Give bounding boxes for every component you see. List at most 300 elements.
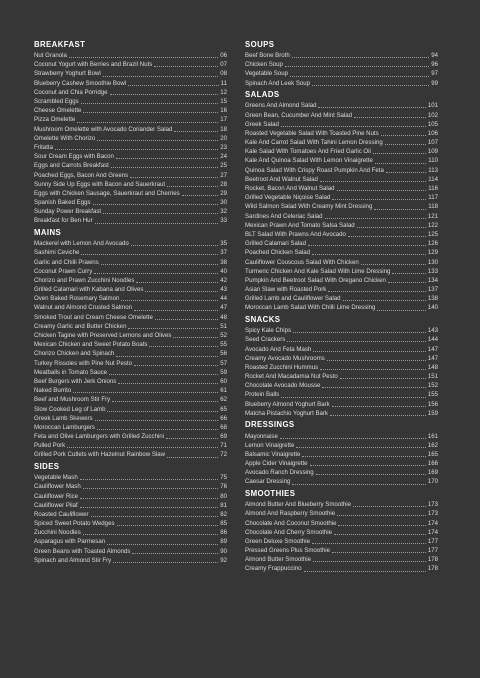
dot-leader [93, 204, 219, 205]
page-number: 143 [427, 327, 438, 335]
recipe-entry [245, 165, 438, 174]
recipe-entry [245, 518, 438, 527]
recipe-entry [34, 473, 227, 482]
page-number: 173 [427, 501, 438, 509]
recipe-name: Garlic and Chilli Prawns [34, 258, 99, 266]
recipe-entry [34, 179, 227, 188]
page-number: 06 [220, 52, 227, 60]
dot-leader [361, 264, 426, 265]
recipe-name: Almond Butter And Blueberry Smoothie [245, 501, 352, 509]
page-number: 105 [427, 120, 438, 128]
recipe-entry [245, 138, 438, 147]
recipe-name: Naked Burrito [34, 387, 72, 395]
recipe-name: Creamy Frappuccino [245, 565, 302, 573]
recipe-name: Grilled Calamari with Kabana and Olives [34, 286, 144, 294]
dot-leader [334, 534, 426, 535]
recipe-entry [245, 459, 438, 468]
recipe-list [245, 51, 438, 88]
recipe-name: Moroccan Lamb Salad With Chilli Lime Dressing [245, 304, 376, 312]
dot-leader [167, 457, 218, 458]
page-number: 15 [220, 98, 227, 106]
section-title: SOUPS [245, 40, 275, 49]
dot-leader [97, 429, 218, 430]
recipe-entry [34, 340, 227, 349]
recipe-entry [34, 450, 227, 459]
page-number: 155 [427, 391, 438, 399]
recipe-name: Almond And Raspberry Smoothie [245, 510, 336, 518]
recipe-entry [245, 500, 438, 509]
recipe-name: Green Bean, Cucumber And Mint Salad [245, 111, 353, 119]
dot-leader [327, 360, 426, 361]
dot-leader [121, 300, 218, 301]
recipe-name: Beetroot And Walnut Salad [245, 175, 318, 183]
recipe-name: Rocket And Macadamia Nut Pesto [245, 373, 338, 381]
recipe-name: Asparagus with Parmesan [34, 538, 106, 546]
section-title: DRESSINGS [245, 420, 295, 430]
dot-leader [328, 291, 426, 292]
recipe-name: Spinach And Leek Soup [245, 79, 311, 87]
recipe-entry [34, 275, 227, 284]
recipe-entry [245, 220, 438, 229]
recipe-entry [245, 275, 438, 284]
dot-leader [302, 456, 425, 457]
page-number: 118 [428, 203, 438, 211]
recipe-entry [245, 546, 438, 555]
page-number: 148 [427, 363, 438, 371]
recipe-name: Avocado Ranch Dressing [245, 469, 314, 477]
recipe-list [245, 326, 438, 418]
page-number: 134 [427, 276, 438, 284]
dot-leader [118, 383, 218, 384]
recipe-name: Kale And Carrot Salad With Tahini Lemon Dressing [245, 139, 383, 147]
recipe-name: Beef Bone Broth [245, 52, 290, 60]
recipe-entry [34, 386, 227, 395]
page-number: 113 [428, 166, 438, 174]
recipe-entry [34, 266, 227, 275]
dot-leader [81, 254, 218, 255]
recipe-entry [245, 266, 438, 275]
recipe-entry [34, 152, 227, 161]
recipe-name: Greens And Almond Salad [245, 102, 317, 110]
dot-leader [354, 117, 426, 118]
recipe-name: Sour Cream Eggs with Bacon [34, 153, 114, 161]
recipe-entry [34, 422, 227, 431]
dot-leader [386, 172, 426, 173]
page-number: 106 [427, 129, 438, 137]
recipe-name: Chocolate Avocado Mousse [245, 382, 321, 390]
recipe-name: Grilled Vegetable Niçoise Salad [245, 194, 331, 202]
recipe-name: Protein Balls [245, 391, 280, 399]
recipe-entry [245, 468, 438, 477]
recipe-entry [245, 399, 438, 408]
recipe-name: BLT Salad With Prawns And Avocado [245, 230, 346, 238]
recipe-entry [34, 170, 227, 179]
recipe-entry [245, 147, 438, 156]
right-column [245, 40, 438, 576]
dot-leader [287, 341, 426, 342]
recipe-name: Pumpkin And Beetroot Salad With Oregano Chicken [245, 276, 386, 284]
recipe-name: Roasted Cauliflower [34, 510, 89, 518]
page-number: 81 [220, 501, 227, 509]
recipe-entry [245, 408, 438, 417]
recipe-entry [245, 449, 438, 458]
dot-leader [304, 571, 426, 572]
recipe-entry [245, 477, 438, 486]
recipe-name: Kale Salad With Tomatoes And Fried Garlic Oil [245, 148, 371, 156]
dot-leader [316, 474, 426, 475]
section-title: SIDES [34, 462, 60, 472]
recipe-name: Poached Eggs, Bacon And Greens [34, 171, 129, 179]
recipe-name: Blueberry Cashew Smoothie Bowl [34, 79, 127, 87]
recipe-name: Mackerel with Lemon And Avocado [34, 240, 129, 248]
page-number: 69 [220, 433, 227, 441]
page-number: 94 [431, 52, 438, 60]
recipe-name: Avocado And Feta Mash [245, 345, 312, 353]
page-number: 159 [427, 409, 438, 417]
dot-leader [67, 447, 218, 448]
dot-leader [381, 135, 426, 136]
dot-leader [134, 365, 218, 366]
dot-leader [292, 57, 430, 58]
section-title: BREAKFAST [34, 40, 86, 49]
page-number: 43 [220, 286, 227, 294]
page-number: 38 [220, 258, 227, 266]
recipe-name: Grilled Calamari Salad [245, 240, 306, 248]
dot-leader [375, 163, 426, 164]
page-number: 102 [427, 111, 438, 119]
page-number: 59 [220, 368, 227, 376]
recipe-name: Seed Crackers [245, 336, 286, 344]
page-number: 125 [427, 230, 438, 238]
page-number: 129 [427, 249, 438, 257]
page-number: 147 [427, 354, 438, 362]
dot-leader [103, 213, 218, 214]
page-number: 51 [220, 322, 227, 330]
recipe-entry [34, 142, 227, 151]
page-number: 29 [220, 189, 227, 197]
recipe-name: Lemon Vinaigrette [245, 441, 295, 449]
dot-leader [91, 516, 219, 517]
recipe-entry [34, 87, 227, 96]
recipe-entry [245, 285, 438, 294]
dot-leader [337, 190, 427, 191]
recipe-entry [34, 133, 227, 142]
recipe-entry [34, 96, 227, 105]
page-number: 12 [220, 88, 227, 96]
recipe-entry [34, 161, 227, 170]
recipe-name: Balsamic Vinaigrette [245, 450, 301, 458]
dot-leader [80, 498, 218, 499]
recipe-name: Spinach and Almond Stir Fry [34, 556, 112, 564]
section-smoothies [245, 489, 438, 573]
recipe-name: Almond Butter Smoothie [245, 556, 312, 564]
recipe-entry [245, 431, 438, 440]
dot-leader [134, 310, 218, 311]
recipe-entry [34, 441, 227, 450]
dot-leader [167, 186, 218, 187]
recipe-name: Chicken Soup [245, 61, 283, 69]
recipe-name: Turkey Rissoles with Pine Nut Pesto [34, 359, 132, 367]
dot-leader [330, 415, 426, 416]
dot-leader [155, 319, 218, 320]
recipe-entry [34, 115, 227, 124]
dot-leader [348, 236, 426, 237]
page-number: 147 [427, 345, 438, 353]
dot-leader [174, 131, 218, 132]
dot-leader [392, 273, 425, 274]
recipe-name: Strawberry Yoghurt Bowl [34, 70, 101, 78]
page-number: 109 [427, 148, 438, 156]
section-dressings [245, 420, 438, 486]
dot-leader [112, 401, 218, 402]
recipe-name: Chorizo Chicken and Spinach [34, 350, 115, 358]
recipe-entry [245, 440, 438, 449]
dot-leader [338, 525, 425, 526]
recipe-entry [34, 432, 227, 441]
recipe-list [245, 500, 438, 574]
recipe-name: Spiced Sweet Potato Wedges [34, 520, 115, 528]
page-number: 18 [220, 125, 227, 133]
page-number: 16 [220, 107, 227, 115]
dot-leader [357, 227, 426, 228]
recipe-name: Mexican Chicken and Sweet Potato Boats [34, 341, 148, 349]
recipe-entry [245, 509, 438, 518]
page-number: 28 [220, 180, 227, 188]
page-number: 173 [427, 510, 438, 518]
recipe-entry [245, 202, 438, 211]
dot-leader [332, 199, 426, 200]
recipe-entry [245, 344, 438, 353]
page-number: 137 [427, 286, 438, 294]
page-number: 80 [220, 492, 227, 500]
recipe-name: Sunday Power Breakfast [34, 208, 102, 216]
recipe-entry [34, 404, 227, 413]
recipe-entry [245, 51, 438, 60]
page-number: 40 [220, 267, 227, 275]
page-number: 72 [220, 451, 227, 459]
recipe-entry [245, 303, 438, 312]
page-number: 86 [220, 529, 227, 537]
dot-leader [83, 112, 218, 113]
recipe-entry [34, 491, 227, 500]
page-number: 44 [220, 295, 227, 303]
recipe-entry [245, 174, 438, 183]
recipe-entry [34, 546, 227, 555]
recipe-entry [34, 528, 227, 537]
page-number: 101 [427, 102, 438, 110]
dot-leader [388, 282, 426, 283]
page-number: 138 [427, 295, 438, 303]
dot-leader [116, 356, 218, 357]
left-column [34, 40, 227, 567]
page-number: 61 [220, 387, 227, 395]
recipe-name: Grilled Pork Cutlets with Hazelnut Rainbow Slaw [34, 451, 166, 459]
recipe-name: Roasted Vegetable Salad With Toasted Pine Nuts [245, 129, 379, 137]
recipe-entry [34, 198, 227, 207]
dot-leader [80, 507, 219, 508]
dot-leader [312, 543, 426, 544]
recipe-name: Omelette With Chorizo [34, 134, 96, 142]
dot-leader [343, 300, 426, 301]
recipe-name: Moroccan Lamburgers [34, 423, 95, 431]
recipe-entry [34, 509, 227, 518]
page-number: 178 [427, 565, 438, 573]
recipe-name: Fritatta [34, 143, 53, 151]
page-number: 165 [427, 450, 438, 458]
page-number: 82 [220, 510, 227, 518]
page-number: 99 [431, 79, 438, 87]
section-sides [34, 462, 227, 564]
page-number: 48 [220, 313, 227, 321]
recipe-name: Chocolate And Coconut Smoothie [245, 519, 337, 527]
recipe-entry [34, 358, 227, 367]
page-number: 23 [220, 143, 227, 151]
page-number: 161 [427, 432, 438, 440]
page-number: 110 [428, 157, 438, 165]
recipe-entry [34, 69, 227, 78]
recipe-entry [34, 239, 227, 248]
page-number: 60 [220, 377, 227, 385]
recipe-entry [245, 183, 438, 192]
page-number: 33 [220, 217, 227, 225]
dot-leader [312, 254, 426, 255]
recipe-name: Sunny Side Up Eggs with Bacon and Sauerkraut [34, 180, 166, 188]
page-number: 47 [220, 304, 227, 312]
dot-leader [55, 149, 218, 150]
dot-leader [149, 346, 218, 347]
dot-leader [373, 153, 426, 154]
dot-leader [107, 544, 218, 545]
recipe-name: Cauliflower Couscous Salad With Chicken [245, 258, 359, 266]
page-number: 85 [220, 520, 227, 528]
dot-leader [107, 411, 218, 412]
recipe-entry [34, 349, 227, 358]
recipe-entry [34, 294, 227, 303]
page-number: 92 [220, 556, 227, 564]
dot-leader [136, 282, 218, 283]
recipe-name: Creamy Garlic and Butter Chicken [34, 322, 127, 330]
recipe-entry [34, 78, 227, 87]
page-number: 20 [220, 134, 227, 142]
dot-leader [285, 66, 429, 67]
recipe-entry [34, 312, 227, 321]
recipe-name: Green Beans with Toasted Almonds [34, 547, 131, 555]
recipe-entry [245, 211, 438, 220]
recipe-entry [34, 124, 227, 133]
page-number: 151 [427, 373, 438, 381]
page-number: 121 [427, 212, 438, 220]
dot-leader [308, 245, 426, 246]
section-breakfast [34, 40, 227, 225]
recipe-name: Mayonnaise [245, 432, 278, 440]
recipe-name: Poached Chicken Salad [245, 249, 311, 257]
page-number: 68 [220, 423, 227, 431]
page-number: 177 [427, 537, 438, 545]
recipe-entry [34, 500, 227, 509]
dot-leader [320, 181, 426, 182]
recipe-name: Cheese Omelette [34, 107, 82, 115]
recipe-entry [34, 376, 227, 385]
page-number: 76 [220, 483, 227, 491]
recipe-entry [245, 128, 438, 137]
page-number: 75 [220, 474, 227, 482]
page-number: 126 [427, 240, 438, 248]
recipe-name: Kale And Quinoa Salad With Lemon Vinaigrette [245, 157, 373, 165]
dot-leader [377, 310, 425, 311]
recipe-entry [245, 248, 438, 257]
page-number: 07 [220, 61, 227, 69]
recipe-name: Apple Cider Vinaigrette [245, 460, 308, 468]
dot-leader [113, 562, 218, 563]
page-number: 65 [220, 405, 227, 413]
dot-leader [322, 387, 425, 388]
recipe-entry [34, 413, 227, 422]
page-number: 122 [427, 221, 438, 229]
dot-leader [83, 534, 218, 535]
recipe-name: Oven Baked Rosemary Salmon [34, 295, 120, 303]
recipe-entry [245, 362, 438, 371]
recipe-entry [245, 381, 438, 390]
dot-leader [81, 103, 219, 104]
recipe-entry [34, 257, 227, 266]
page-number: 11 [220, 79, 227, 87]
recipe-name: Caesar Dressing [245, 478, 291, 486]
page-number: 162 [427, 441, 438, 449]
recipe-name: Breakfast for Ben Hur [34, 217, 93, 225]
page-number: 90 [220, 547, 227, 555]
dot-leader [69, 57, 218, 58]
page-number: 42 [220, 276, 227, 284]
page-number: 174 [427, 519, 438, 527]
recipe-name: Zucchini Noodles [34, 529, 81, 537]
recipe-name: Walnut and Almond Crusted Salmon [34, 304, 133, 312]
recipe-entry [245, 60, 438, 69]
recipe-entry [245, 69, 438, 78]
page-number: 169 [427, 469, 438, 477]
dot-leader [340, 378, 426, 379]
recipe-name: Coconut Prawn Curry [34, 267, 93, 275]
recipe-name: Creamy Avocado Mushrooms [245, 354, 325, 362]
recipe-list [34, 51, 227, 226]
page-number: 35 [220, 240, 227, 248]
recipe-name: Cauliflower Mash [34, 483, 81, 491]
dot-leader [116, 158, 218, 159]
page-number: 62 [220, 396, 227, 404]
page-number: 55 [220, 341, 227, 349]
dot-leader [145, 291, 218, 292]
recipe-entry [245, 239, 438, 248]
recipe-entry [34, 519, 227, 528]
dot-leader [325, 218, 426, 219]
dot-leader [318, 107, 425, 108]
page-number: 177 [427, 547, 438, 555]
page-number: 17 [220, 116, 227, 124]
page-number: 37 [220, 249, 227, 257]
recipe-entry [245, 555, 438, 564]
page-number: 117 [428, 194, 438, 202]
dot-leader [73, 392, 218, 393]
page-number: 166 [427, 460, 438, 468]
recipe-entry [245, 156, 438, 165]
dot-leader [154, 66, 218, 67]
section-mains [34, 228, 227, 459]
page-number: 30 [220, 199, 227, 207]
recipe-name: Feta and Olive Lamburgers with Grilled Zucchini [34, 433, 165, 441]
recipe-name: Wild Salmon Salad With Creamy Mint Dressing [245, 203, 373, 211]
recipe-list [245, 101, 438, 312]
section-snacks [245, 315, 438, 417]
page-number: 156 [427, 400, 438, 408]
